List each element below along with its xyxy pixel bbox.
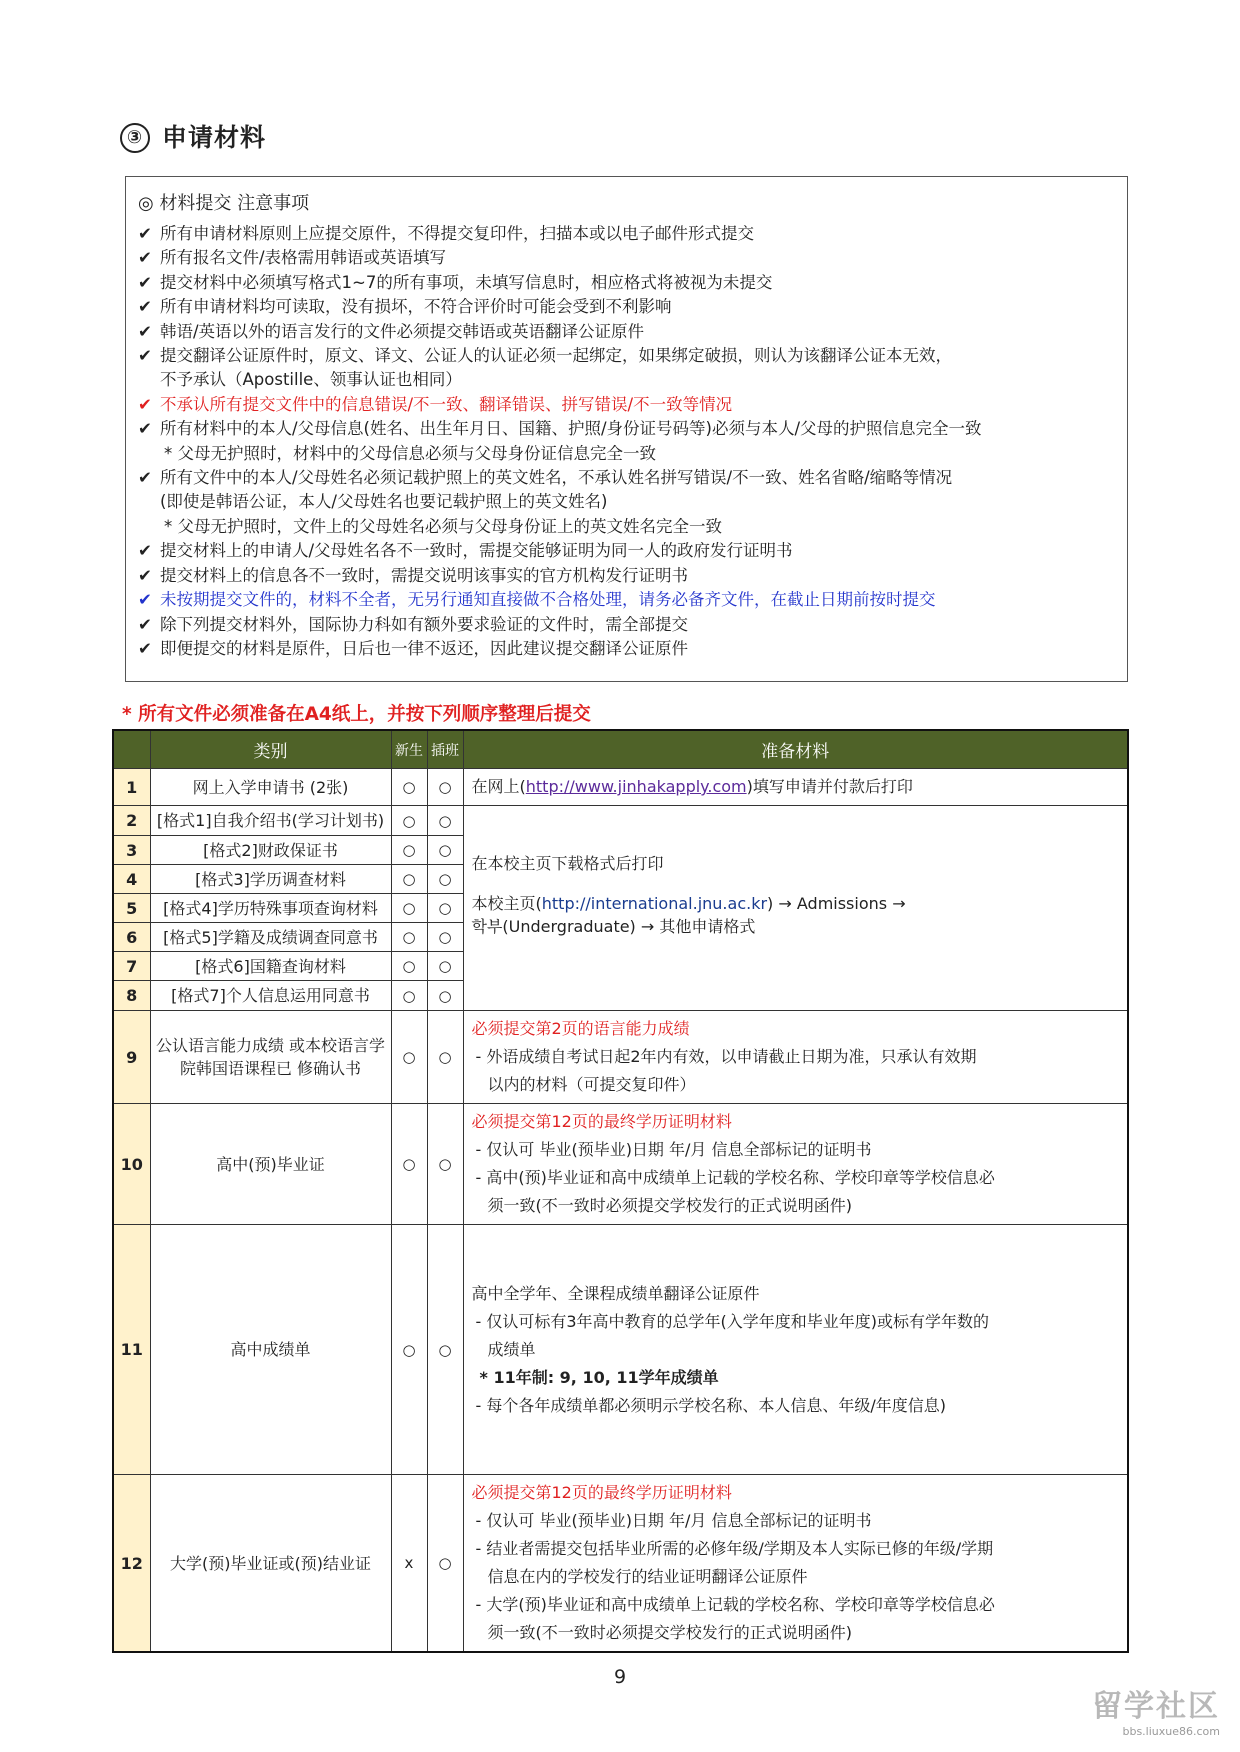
row-materials bbox=[463, 806, 1128, 1011]
check-icon: ✔ bbox=[138, 248, 152, 268]
jinhakapply-link[interactable]: http://www.jinhakapply.com bbox=[525, 777, 747, 796]
row-category: [格式6]国籍查询材料 bbox=[150, 952, 391, 981]
row-category: [格式7]个人信息运用同意书 bbox=[150, 981, 391, 1011]
check-icon: ✔ bbox=[138, 394, 152, 414]
row-new-mark: ○ bbox=[391, 952, 427, 981]
materials-text bbox=[472, 892, 1120, 916]
row-number: 10 bbox=[113, 1104, 150, 1225]
row-transfer-mark: ○ bbox=[427, 1011, 463, 1104]
materials-text: - 仅认可 毕业(预毕业)日期 年/月 信息全部标记的证明书 bbox=[475, 1140, 872, 1159]
materials-text: )填写申请并付款后打印 bbox=[746, 777, 913, 796]
notice-item bbox=[138, 637, 1127, 661]
table-row bbox=[113, 1475, 1128, 1653]
notice-item bbox=[138, 222, 1127, 246]
row-new-mark: ○ bbox=[391, 769, 427, 806]
notice-box bbox=[125, 176, 1128, 682]
check-icon: ✔ bbox=[138, 346, 152, 366]
row-number: 2 bbox=[113, 806, 150, 836]
table-row bbox=[113, 1225, 1128, 1475]
row-materials bbox=[463, 769, 1128, 806]
check-icon: ✔ bbox=[138, 541, 152, 561]
materials-text: - 结业者需提交包括毕业所需的必修年级/学期及本人实际已修的年级/学期 bbox=[475, 1539, 994, 1558]
row-new-mark: ○ bbox=[391, 1225, 427, 1475]
watermark-text: 留学社区 bbox=[1092, 1689, 1220, 1724]
materials-text: ) → Admissions → bbox=[767, 894, 906, 913]
notice-item-continuation: 不予承认（Apostille、领事认证也相同） bbox=[160, 370, 462, 390]
row-number: 3 bbox=[113, 836, 150, 865]
row-new-mark: ○ bbox=[391, 865, 427, 894]
watermark-logo bbox=[1092, 1681, 1220, 1738]
row-materials bbox=[463, 1011, 1128, 1104]
row-number: 11 bbox=[113, 1225, 150, 1475]
row-number: 8 bbox=[113, 981, 150, 1011]
row-number: 1 bbox=[113, 769, 150, 806]
row-new-mark: ○ bbox=[391, 1011, 427, 1104]
notice-item-text: 除下列提交材料外，国际协力科如有额外要求验证的文件时，需全部提交 bbox=[160, 614, 688, 634]
row-number: 12 bbox=[113, 1475, 150, 1653]
notice-item-text: 所有材料中的本人/父母信息(姓名、出生年月日、国籍、护照/身份证号码等)必须与本人/父母的护照信息完全一致 bbox=[160, 419, 982, 439]
row-number: 7 bbox=[113, 952, 150, 981]
materials-text: - 外语成绩自考试日起2年内有效，以申请截止日期为准，只承认有效期 bbox=[475, 1047, 977, 1066]
section-title-text: 申请材料 bbox=[162, 123, 267, 152]
notice-item bbox=[138, 271, 1127, 295]
row-category: [格式1]自我介绍书(学习计划书) bbox=[150, 806, 391, 836]
notice-item bbox=[138, 466, 1127, 490]
table-row bbox=[113, 806, 1128, 836]
check-icon: ✔ bbox=[138, 565, 152, 585]
notice-item-text: 所有申请材料原则上应提交原件，不得提交复印件，扫描本或以电子邮件形式提交 bbox=[160, 224, 754, 243]
table-row bbox=[113, 1104, 1128, 1225]
notice-item bbox=[138, 246, 1127, 270]
notice-item-text: 所有报名文件/表格需用韩语或英语填写 bbox=[160, 248, 447, 268]
notice-item-text: 所有申请材料均可读取，没有损坏，不符合评价时可能会受到不利影响 bbox=[160, 297, 672, 317]
materials-text: 학부(Undergraduate) → 其他申请格式 bbox=[471, 917, 756, 936]
row-materials bbox=[463, 1225, 1128, 1475]
section-number: ③ bbox=[120, 123, 150, 153]
notice-item-text: 即便提交的材料是原件，日后也一律不返还，因此建议提交翻译公证原件 bbox=[160, 638, 688, 658]
row-category: [格式3]学历调查材料 bbox=[150, 865, 391, 894]
notice-item bbox=[138, 320, 1127, 344]
check-icon: ✔ bbox=[138, 297, 152, 317]
a4-note: * 所有文件必须准备在A4纸上，并按下列顺序整理后提交 bbox=[122, 704, 591, 725]
header-category: 类别 bbox=[150, 730, 391, 769]
materials-heading: 必须提交第2页的语言能力成绩 bbox=[471, 1019, 690, 1038]
check-icon: ✔ bbox=[138, 419, 152, 439]
row-new-mark: ○ bbox=[391, 894, 427, 923]
materials-text: 在本校主页下载格式后打印 bbox=[471, 854, 664, 873]
materials-text: * 11年制: 9, 10, 11学年成绩单 bbox=[479, 1367, 719, 1387]
check-icon: ✔ bbox=[138, 468, 152, 488]
materials-text: - 仅认可标有3年高中教育的总学年(入学年度和毕业年度)或标有学年数的 bbox=[475, 1311, 990, 1331]
row-transfer-mark: ○ bbox=[427, 1225, 463, 1475]
notice-heading: ◎ 材料提交 注意事项 bbox=[138, 193, 310, 214]
materials-text: 本校主页( bbox=[471, 894, 542, 913]
row-category: 高中成绩单 bbox=[150, 1225, 391, 1475]
notice-item bbox=[138, 564, 1127, 588]
notice-item bbox=[138, 613, 1127, 637]
row-number: 5 bbox=[113, 894, 150, 923]
row-new-mark: ○ bbox=[391, 1104, 427, 1225]
materials-text: - 每个各年成绩单都必须明示学校名称、本人信息、年级/年度信息) bbox=[475, 1395, 946, 1415]
notice-item-text: 未按期提交文件的，材料不全者，无另行通知直接做不合格处理，请务必备齐文件，在截止日期前按时提交 bbox=[160, 590, 936, 610]
check-icon: ✔ bbox=[138, 321, 152, 341]
notice-list bbox=[138, 222, 1127, 661]
row-transfer-mark: ○ bbox=[427, 952, 463, 981]
materials-text: 以内的材料（可提交复印件） bbox=[487, 1075, 696, 1094]
header-new: 新生 bbox=[391, 730, 427, 769]
row-category: [格式4]学历特殊事项查询材料 bbox=[150, 894, 391, 923]
materials-heading: 必须提交第12页的最终学历证明材料 bbox=[471, 1483, 732, 1502]
notice-item-text: 不承认所有提交文件中的信息错误/不一致、翻译错误、拼写错误/不一致等情况 bbox=[160, 394, 733, 414]
materials-text: - 大学(预)毕业证和高中成绩单上记载的学校名称、学校印章等学校信息必 bbox=[475, 1595, 995, 1614]
header-materials: 准备材料 bbox=[463, 730, 1128, 769]
materials-text: - 高中(预)毕业证和高中成绩单上记载的学校名称、学校印章等学校信息必 bbox=[475, 1168, 995, 1187]
homepage-link[interactable]: http://international.jnu.ac.kr bbox=[541, 894, 768, 913]
row-transfer-mark: ○ bbox=[427, 806, 463, 836]
table-row bbox=[113, 1011, 1128, 1104]
row-transfer-mark: ○ bbox=[427, 865, 463, 894]
row-category: 大学(预)毕业证或(预)结业证 bbox=[150, 1475, 391, 1653]
notice-item-text: 提交翻译公证原件时，原文、译文、公证人的认证必须一起绑定，如果绑定破损，则认为该翻译公证本无效， bbox=[160, 346, 952, 366]
materials-text: 须一致(不一致时必须提交学校发行的正式说明函件) bbox=[487, 1196, 852, 1215]
check-icon: ✔ bbox=[138, 224, 152, 243]
row-transfer-mark: ○ bbox=[427, 769, 463, 806]
row-category: 网上入学申请书 (2张) bbox=[150, 769, 391, 806]
row-materials bbox=[463, 1475, 1128, 1653]
row-transfer-mark: ○ bbox=[427, 894, 463, 923]
row-category: 高中(预)毕业证 bbox=[150, 1104, 391, 1225]
row-number: 6 bbox=[113, 923, 150, 952]
row-materials bbox=[463, 1104, 1128, 1225]
notice-item-text: 韩语/英语以外的语言发行的文件必须提交韩语或英语翻译公证原件 bbox=[160, 321, 645, 341]
row-number: 4 bbox=[113, 865, 150, 894]
notice-item-text: 提交材料中必须填写格式1~7的所有事项，未填写信息时，相应格式将被视为未提交 bbox=[160, 272, 773, 292]
notice-item-text: 所有文件中的本人/父母姓名必须记载护照上的英文姓名，不承认姓名拼写错误/不一致、姓名省略/缩略等情况 bbox=[160, 468, 953, 488]
header-transfer: 插班 bbox=[427, 730, 463, 769]
row-new-mark: ○ bbox=[391, 806, 427, 836]
notice-item bbox=[138, 295, 1127, 319]
check-icon: ✔ bbox=[138, 590, 152, 610]
table-row bbox=[113, 769, 1128, 806]
row-transfer-mark: ○ bbox=[427, 923, 463, 952]
row-number: 9 bbox=[113, 1011, 150, 1104]
check-icon: ✔ bbox=[138, 272, 152, 292]
row-transfer-mark: ○ bbox=[427, 981, 463, 1011]
notice-item-footnote: * 父母无护照时，文件上的父母姓名必须与父母身份证上的英文姓名完全一致 bbox=[164, 516, 722, 536]
check-icon: ✔ bbox=[138, 638, 152, 658]
row-new-mark: ○ bbox=[391, 923, 427, 952]
row-transfer-mark: ○ bbox=[427, 1104, 463, 1225]
notice-item bbox=[138, 344, 1127, 368]
watermark-url: bbs.liuxue86.com bbox=[1122, 1725, 1220, 1738]
notice-item-text: 提交材料上的申请人/父母姓名各不一致时，需提交能够证明为同一人的政府发行证明书 bbox=[160, 541, 793, 561]
row-category: [格式5]学籍及成绩调查同意书 bbox=[150, 923, 391, 952]
row-new-mark: ○ bbox=[391, 836, 427, 865]
notice-item bbox=[138, 539, 1127, 563]
row-category: [格式2]财政保证书 bbox=[150, 836, 391, 865]
materials-text: 成绩单 bbox=[487, 1339, 536, 1359]
check-icon: ✔ bbox=[138, 614, 152, 634]
notice-item bbox=[138, 393, 1127, 417]
row-transfer-mark: ○ bbox=[427, 836, 463, 865]
materials-table bbox=[112, 729, 1129, 1653]
materials-heading: 高中全学年、全课程成绩单翻译公证原件 bbox=[471, 1283, 760, 1303]
materials-text: - 仅认可 毕业(预毕业)日期 年/月 信息全部标记的证明书 bbox=[475, 1511, 872, 1530]
notice-item-footnote: * 父母无护照时，材料中的父母信息必须与父母身份证信息完全一致 bbox=[164, 443, 656, 463]
row-category: 公认语言能力成绩 或本校语言学院韩国语课程已 修确认书 bbox=[150, 1011, 391, 1104]
materials-text: 须一致(不一致时必须提交学校发行的正式说明函件) bbox=[487, 1623, 852, 1642]
notice-item bbox=[138, 417, 1127, 441]
row-new-mark: ○ bbox=[391, 981, 427, 1011]
section-title bbox=[120, 118, 266, 154]
materials-text: 信息在内的学校发行的结业证明翻译公证原件 bbox=[487, 1567, 808, 1586]
page-number: 9 bbox=[613, 1666, 627, 1688]
row-transfer-mark: ○ bbox=[427, 1475, 463, 1653]
notice-item-continuation: (即使是韩语公证，本人/父母姓名也要记载护照上的英文姓名) bbox=[160, 492, 608, 512]
notice-item-text: 提交材料上的信息各不一致时，需提交说明该事实的官方机构发行证明书 bbox=[160, 565, 688, 585]
materials-heading: 必须提交第12页的最终学历证明材料 bbox=[471, 1112, 732, 1131]
notice-item bbox=[138, 588, 1127, 612]
row-new-mark: x bbox=[391, 1475, 427, 1653]
materials-text: 在网上( bbox=[471, 777, 526, 796]
header-no bbox=[113, 730, 150, 769]
table-header-row bbox=[113, 730, 1128, 769]
